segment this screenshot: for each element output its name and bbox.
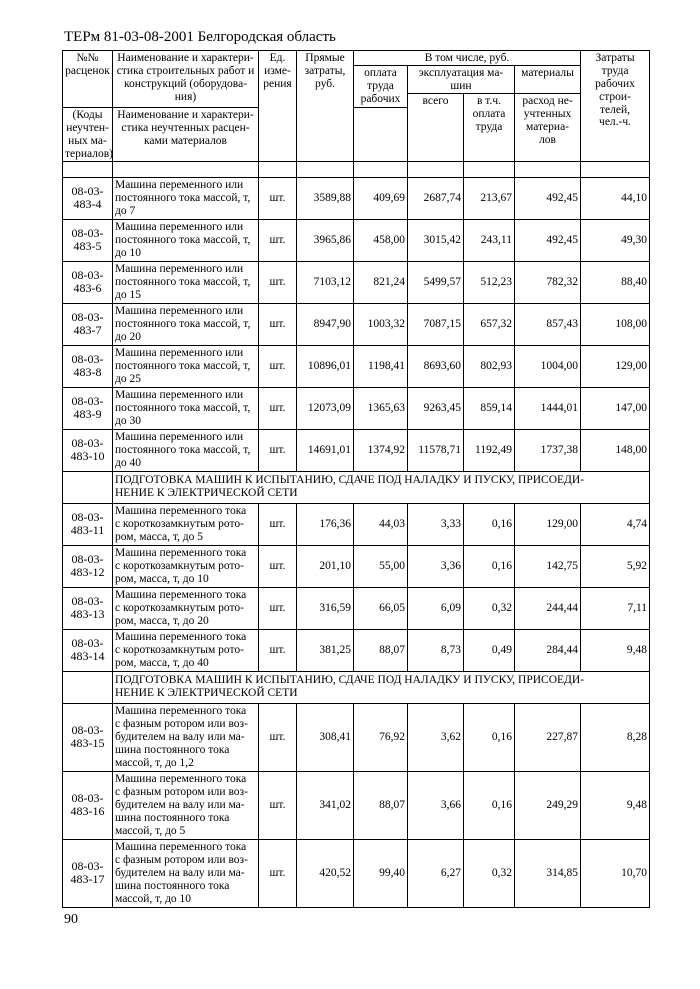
work-name: Машина переменного тока с фазным ротором или воз- будителем на валу или ма- шина постоянного тока массой, т, до 1,2 [113,703,259,771]
work-name: Машина переменного тока с фазным ротором или воз- будителем на валу или ма- шина постоянного тока массой, т, до 10 [113,839,259,907]
machines-total-cell: 6,09 [408,587,464,629]
unit-cell: шт. [259,177,297,219]
machine-wages-cell: 0,16 [464,771,515,839]
unit-cell: шт. [259,261,297,303]
materials-cell: 129,00 [515,503,581,545]
materials-cell: 227,87 [515,703,581,771]
machines-total-cell: 6,27 [408,839,464,907]
labor-costs-cell: 9,48 [581,629,650,671]
rate-code: 08-03- 483-5 [63,219,113,261]
materials-cell: 857,43 [515,303,581,345]
machine-wages-cell: 0,49 [464,629,515,671]
labor-costs-cell: 8,28 [581,703,650,771]
rate-code: 08-03- 483-14 [63,629,113,671]
table-header [63,51,650,178]
work-name: Машина переменного или постоянного тока массой, т, до 40 [113,429,259,471]
rate-code: 08-03- 483-15 [63,703,113,771]
wages-cell: 44,03 [354,503,408,545]
header-materials: материалы [515,65,581,93]
rate-code: 08-03- 483-7 [63,303,113,345]
unit-cell: шт. [259,387,297,429]
wages-cell: 88,07 [354,771,408,839]
labor-costs-cell: 148,00 [581,429,650,471]
rate-code: 08-03- 483-8 [63,345,113,387]
header-machine-wages: в т.ч. оплата труда [464,93,515,161]
table-row [63,219,650,261]
machines-total-cell: 8693,60 [408,345,464,387]
direct-costs-cell: 201,10 [297,545,354,587]
direct-costs-cell: 7103,12 [297,261,354,303]
materials-cell: 492,45 [515,177,581,219]
materials-cell: 284,44 [515,629,581,671]
table-row [63,387,650,429]
machine-wages-cell: 0,32 [464,587,515,629]
wages-cell: 1198,41 [354,345,408,387]
header-name: Наименование и характери- стика строительных работ и конструкций (оборудова- ния) [113,51,259,108]
section-row [63,671,650,703]
header-materials-sub: расход не- учтенных материа- лов [515,93,581,161]
unit-cell: шт. [259,839,297,907]
table-row [63,545,650,587]
header-name-sub: Наименование и характери- стика неучтенных расцен- ками материалов [113,107,259,161]
rate-code: 08-03- 483-17 [63,839,113,907]
machine-wages-cell: 859,14 [464,387,515,429]
work-name: Машина переменного или постоянного тока массой, т, до 20 [113,303,259,345]
page-number: 90 [64,912,78,927]
work-name: Машина переменного тока с короткозамкнутым рото- ром, масса, т, до 40 [113,629,259,671]
wages-cell: 76,92 [354,703,408,771]
materials-cell: 492,45 [515,219,581,261]
machines-total-cell: 11578,71 [408,429,464,471]
header-code-sub: (Коды неучтен- ных ма- териалов) [63,107,113,161]
wages-cell: 55,00 [354,545,408,587]
direct-costs-cell: 10896,01 [297,345,354,387]
labor-costs-cell: 44,10 [581,177,650,219]
rates-table [62,50,650,908]
rate-code: 08-03- 483-10 [63,429,113,471]
unit-cell: шт. [259,545,297,587]
work-name: Машина переменного или постоянного тока массой, т, до 30 [113,387,259,429]
header-empty-cell [354,107,408,161]
header-direct-costs: Прямые затраты, руб. [297,51,354,162]
page-header: ТЕРм 81-03-08-2001 Белгородская область [64,29,336,45]
table-row [63,703,650,771]
table-row [63,771,650,839]
table-row [63,261,650,303]
materials-cell: 244,44 [515,587,581,629]
work-name: Машина переменного тока с фазным ротором или воз- будителем на валу или ма- шина постоянного тока массой, т, до 5 [113,771,259,839]
rate-code: 08-03- 483-6 [63,261,113,303]
machine-wages-cell: 657,32 [464,303,515,345]
unit-cell: шт. [259,503,297,545]
header-machines: эксплуатация ма- шин [408,65,515,93]
rate-code: 08-03- 483-13 [63,587,113,629]
labor-costs-cell: 49,30 [581,219,650,261]
machines-total-cell: 2687,74 [408,177,464,219]
header-spacer-row [63,161,650,177]
machines-total-cell: 3,33 [408,503,464,545]
machines-total-cell: 3,66 [408,771,464,839]
table-row [63,303,650,345]
work-name: Машина переменного или постоянного тока массой, т, до 15 [113,261,259,303]
labor-costs-cell: 9,48 [581,771,650,839]
header-unit: Ед. изме- рения [259,51,297,162]
work-name: Машина переменного или постоянного тока массой, т, до 25 [113,345,259,387]
direct-costs-cell: 8947,90 [297,303,354,345]
direct-costs-cell: 12073,09 [297,387,354,429]
machine-wages-cell: 0,16 [464,503,515,545]
direct-costs-cell: 341,02 [297,771,354,839]
labor-costs-cell: 147,00 [581,387,650,429]
rate-code: 08-03- 483-11 [63,503,113,545]
machines-total-cell: 3,36 [408,545,464,587]
machine-wages-cell: 802,93 [464,345,515,387]
materials-cell: 142,75 [515,545,581,587]
table-body [63,177,650,907]
rate-code: 08-03- 483-4 [63,177,113,219]
direct-costs-cell: 176,36 [297,503,354,545]
direct-costs-cell: 3589,88 [297,177,354,219]
wages-cell: 88,07 [354,629,408,671]
table-row [63,587,650,629]
machine-wages-cell: 243,11 [464,219,515,261]
rate-code: 08-03- 483-16 [63,771,113,839]
materials-cell: 314,85 [515,839,581,907]
unit-cell: шт. [259,771,297,839]
table-row [63,839,650,907]
machine-wages-cell: 1192,49 [464,429,515,471]
materials-cell: 1004,00 [515,345,581,387]
wages-cell: 409,69 [354,177,408,219]
wages-cell: 66,05 [354,587,408,629]
section-code-cell [63,671,113,703]
work-name: Машина переменного тока с короткозамкнутым рото- ром, масса, т, до 20 [113,587,259,629]
unit-cell: шт. [259,587,297,629]
labor-costs-cell: 4,74 [581,503,650,545]
unit-cell: шт. [259,219,297,261]
header-code: №№ расценок [63,51,113,108]
machines-total-cell: 3,62 [408,703,464,771]
machines-total-cell: 5499,57 [408,261,464,303]
labor-costs-cell: 108,00 [581,303,650,345]
materials-cell: 1444,01 [515,387,581,429]
table-row [63,177,650,219]
table-row [63,429,650,471]
machines-total-cell: 8,73 [408,629,464,671]
work-name: Машина переменного тока с короткозамкнутым рото- ром, масса, т, до 10 [113,545,259,587]
table-row [63,503,650,545]
header-wages: оплата труда рабочих [354,65,408,107]
section-title: ПОДГОТОВКА МАШИН К ИСПЫТАНИЮ, СДАЧЕ ПОД НАЛАДКУ И ПУСКУ, ПРИСОЕДИ- НЕНИЕ К ЭЛЕКТРИЧЕСКОЙ СЕТИ [113,671,650,703]
work-name: Машина переменного тока с короткозамкнутым рото- ром, масса, т, до 5 [113,503,259,545]
header-including: В том числе, руб. [354,51,581,66]
wages-cell: 99,40 [354,839,408,907]
section-code-cell [63,471,113,503]
direct-costs-cell: 3965,86 [297,219,354,261]
table-row [63,345,650,387]
labor-costs-cell: 88,40 [581,261,650,303]
machine-wages-cell: 213,67 [464,177,515,219]
rate-code: 08-03- 483-9 [63,387,113,429]
wages-cell: 1374,92 [354,429,408,471]
work-name: Машина переменного или постоянного тока массой, т, до 7 [113,177,259,219]
wages-cell: 1365,63 [354,387,408,429]
unit-cell: шт. [259,303,297,345]
labor-costs-cell: 7,11 [581,587,650,629]
machine-wages-cell: 0,32 [464,839,515,907]
header-labor-costs: Затраты труда рабочих строи- телей, чел.-ч. [581,51,650,162]
materials-cell: 1737,38 [515,429,581,471]
table-row [63,629,650,671]
section-row [63,471,650,503]
unit-cell: шт. [259,429,297,471]
machines-total-cell: 7087,15 [408,303,464,345]
work-name: Машина переменного или постоянного тока массой, т, до 10 [113,219,259,261]
direct-costs-cell: 420,52 [297,839,354,907]
header-machines-total: всего [408,93,464,161]
machine-wages-cell: 0,16 [464,703,515,771]
labor-costs-cell: 129,00 [581,345,650,387]
labor-costs-cell: 5,92 [581,545,650,587]
direct-costs-cell: 316,59 [297,587,354,629]
labor-costs-cell: 10,70 [581,839,650,907]
wages-cell: 1003,32 [354,303,408,345]
machines-total-cell: 9263,45 [408,387,464,429]
machine-wages-cell: 0,16 [464,545,515,587]
materials-cell: 782,32 [515,261,581,303]
materials-cell: 249,29 [515,771,581,839]
machine-wages-cell: 512,23 [464,261,515,303]
direct-costs-cell: 308,41 [297,703,354,771]
unit-cell: шт. [259,629,297,671]
machines-total-cell: 3015,42 [408,219,464,261]
direct-costs-cell: 14691,01 [297,429,354,471]
unit-cell: шт. [259,345,297,387]
rate-code: 08-03- 483-12 [63,545,113,587]
direct-costs-cell: 381,25 [297,629,354,671]
wages-cell: 821,24 [354,261,408,303]
unit-cell: шт. [259,703,297,771]
section-title: ПОДГОТОВКА МАШИН К ИСПЫТАНИЮ, СДАЧЕ ПОД НАЛАДКУ И ПУСКУ, ПРИСОЕДИ- НЕНИЕ К ЭЛЕКТРИЧЕСКОЙ СЕТИ [113,471,650,503]
wages-cell: 458,00 [354,219,408,261]
